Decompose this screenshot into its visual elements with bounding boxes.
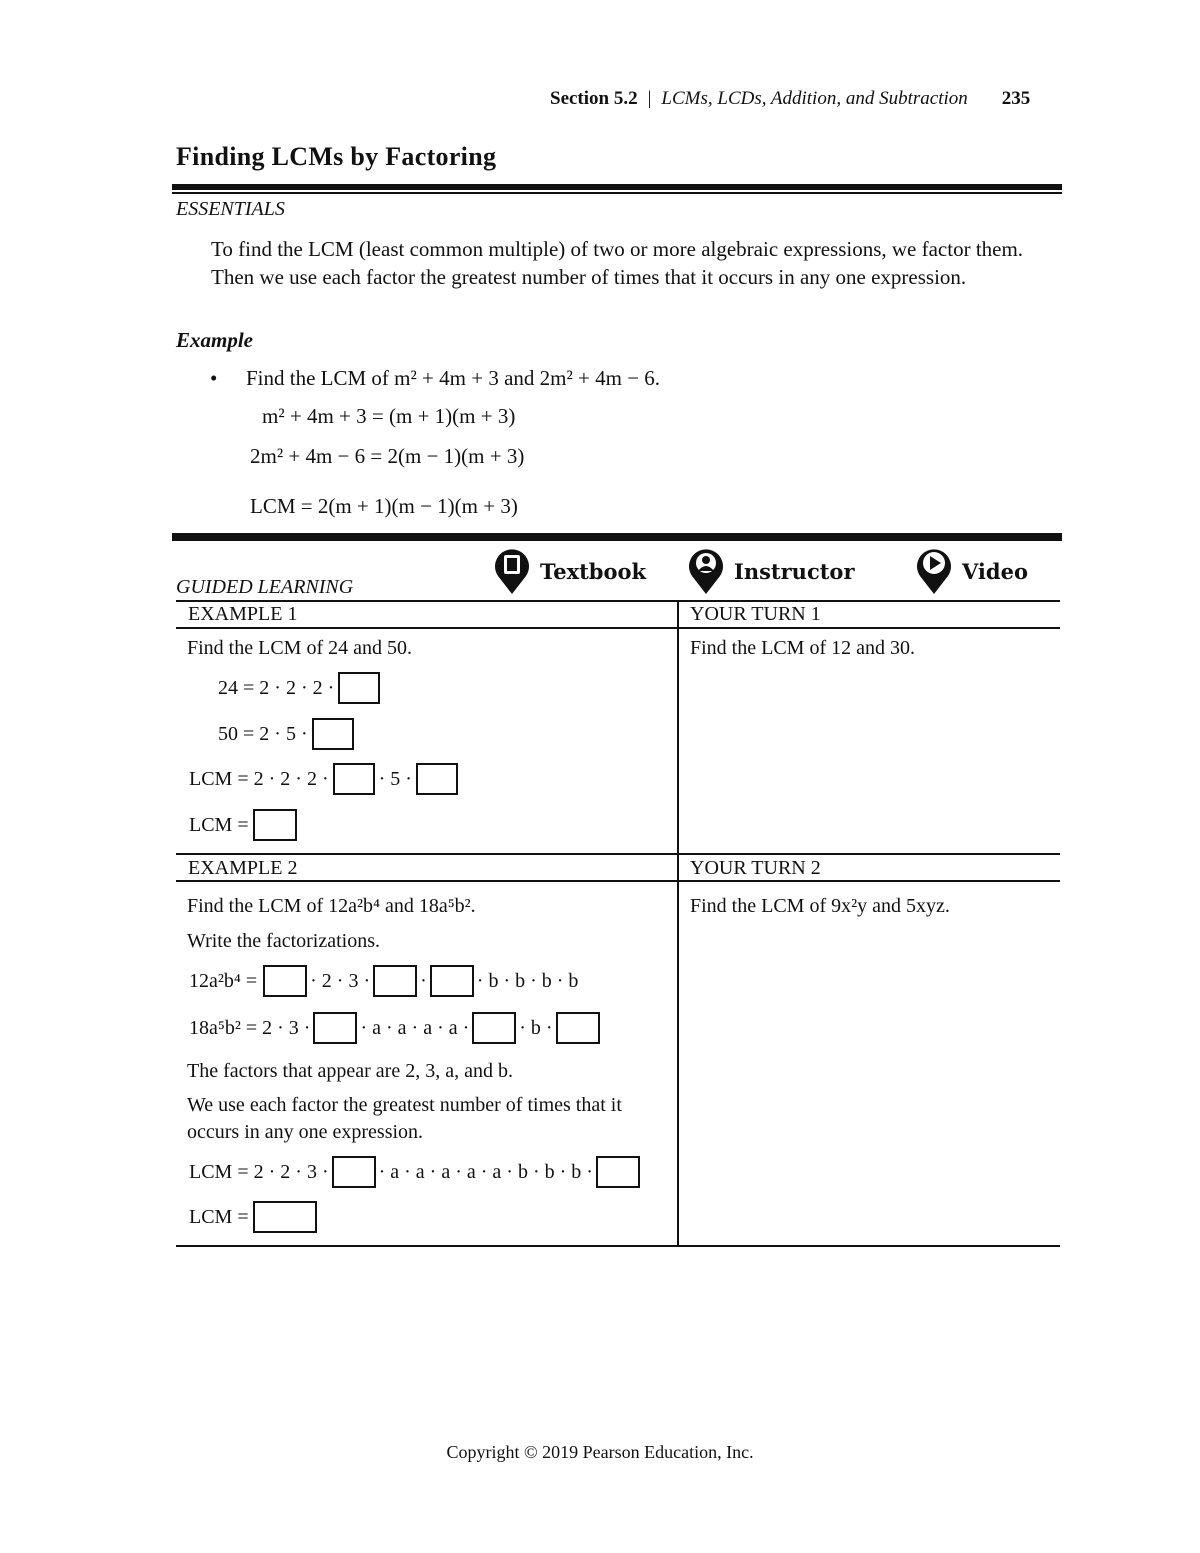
example-2-write: Write the factorizations. — [187, 930, 380, 952]
example-2-factorization-2 — [189, 1012, 600, 1044]
your-turn-1-head: YOUR TURN 1 — [690, 603, 821, 625]
factorization-1-mid: · 2 · 3 · — [310, 969, 371, 992]
answer-box[interactable] — [430, 965, 474, 997]
factorization-1-lhs: 12a²b⁴ = — [189, 969, 258, 992]
example-label: Example — [176, 328, 253, 352]
table-rule-3 — [176, 853, 1060, 855]
example-prompt — [246, 366, 660, 391]
title-rule — [172, 184, 1062, 190]
example-2-factorization-1 — [189, 965, 578, 997]
table-rule-1 — [176, 600, 1060, 602]
example-1-prompt: Find the LCM of 24 and 50. — [187, 637, 412, 659]
instructor-resource[interactable] — [686, 546, 855, 596]
example-2-lcm-final-text: LCM = — [189, 1205, 249, 1228]
answer-box[interactable] — [556, 1012, 600, 1044]
factorization-2-tail: · b · — [519, 1016, 553, 1039]
answer-box[interactable] — [253, 809, 297, 841]
example-1-line-24-text: 24 = 2 · 2 · 2 · — [218, 676, 335, 699]
essentials-text: To find the LCM (least common multiple) of two or more algebraic expressions, we factor them. Then we use each factor the greatest number of times that it occurs in any one expression. — [211, 237, 1024, 289]
example-1-line-24 — [218, 672, 380, 704]
guided-top-rule — [172, 533, 1062, 541]
example-lcm-line: LCM = 2(m + 1)(m − 1)(m + 3) — [250, 494, 518, 518]
page-number: 235 — [1001, 88, 1031, 109]
video-resource[interactable] — [914, 546, 1028, 596]
answer-box[interactable] — [333, 763, 375, 795]
textbook-label: Textbook — [540, 558, 647, 584]
example-2-lcm-line — [189, 1156, 640, 1188]
header-separator: | — [647, 88, 652, 109]
video-label: Video — [962, 558, 1028, 584]
example-find-prefix: Find the LCM of — [246, 366, 389, 390]
table-divider — [677, 600, 679, 1247]
example-2-prompt: Find the LCM of 12a²b⁴ and 18a⁵b². — [187, 895, 476, 917]
video-icon — [914, 546, 954, 596]
factorization-2-mid: · a · a · a · a · — [360, 1016, 470, 1039]
example-and: and — [504, 366, 535, 390]
example-factor-line-2: 2m² + 4m − 6 = 2(m − 1)(m + 3) — [250, 444, 525, 468]
example-1-lcm-final-text: LCM = — [189, 813, 249, 836]
example-1-lcm-final — [189, 809, 297, 841]
example-2-factors: The factors that appear are 2, 3, a, and b. — [187, 1060, 513, 1082]
table-rule-2 — [176, 627, 1060, 629]
example-2-greatest: We use each factor the greatest number of times that it occurs in any one expression. — [187, 1094, 622, 1143]
instructor-label: Instructor — [734, 558, 855, 584]
essentials-label: ESSENTIALS — [176, 198, 285, 220]
example-2-lcm-final — [189, 1201, 317, 1233]
factorization-2-lhs: 18a⁵b² = 2 · 3 · — [189, 1016, 311, 1039]
example-2-lcm-text-a: LCM = 2 · 2 · 3 · — [189, 1160, 329, 1183]
table-rule-4 — [176, 880, 1060, 882]
your-turn-2-prompt: Find the LCM of 9x²y and 5xyz. — [690, 895, 950, 917]
example-expression-2: 2m² + 4m − 6. — [539, 366, 661, 390]
copyright-footer: Copyright © 2019 Pearson Education, Inc. — [446, 1442, 754, 1462]
factorization-1-dot: · — [420, 969, 427, 992]
instructor-icon — [686, 546, 726, 596]
answer-box[interactable] — [312, 718, 354, 750]
title-rule-thin — [172, 192, 1062, 194]
example-1-line-50-text: 50 = 2 · 5 · — [218, 722, 308, 745]
answer-box[interactable] — [332, 1156, 376, 1188]
bullet: • — [210, 366, 218, 390]
answer-box[interactable] — [263, 965, 307, 997]
example-1-lcm-text-b: · 5 · — [378, 767, 412, 790]
answer-box[interactable] — [313, 1012, 357, 1044]
guided-learning-label: GUIDED LEARNING — [176, 576, 354, 598]
your-turn-1-prompt: Find the LCM of 12 and 30. — [690, 637, 915, 659]
example-1-lcm-line — [189, 763, 458, 795]
page-title: Finding LCMs by Factoring — [176, 142, 497, 171]
table-rule-bottom — [176, 1245, 1060, 1247]
example-2-head: EXAMPLE 2 — [188, 857, 298, 879]
example-1-head: EXAMPLE 1 — [188, 603, 298, 625]
answer-box[interactable] — [253, 1201, 317, 1233]
answer-box[interactable] — [373, 965, 417, 997]
example-2-lcm-text-b: · a · a · a · a · a · b · b · b · — [378, 1160, 593, 1183]
section-number: Section 5.2 — [550, 88, 638, 109]
example-1-line-50 — [218, 718, 354, 750]
answer-box[interactable] — [596, 1156, 640, 1188]
section-topic: LCMs, LCDs, Addition, and Subtraction — [661, 88, 968, 109]
example-expression-1: m² + 4m + 3 — [394, 366, 499, 390]
textbook-icon — [492, 546, 532, 596]
answer-box[interactable] — [472, 1012, 516, 1044]
running-header — [550, 88, 1030, 110]
textbook-resource[interactable] — [492, 546, 646, 596]
answer-box[interactable] — [416, 763, 458, 795]
example-1-lcm-text-a: LCM = 2 · 2 · 2 · — [189, 767, 329, 790]
answer-box[interactable] — [338, 672, 380, 704]
your-turn-2-head: YOUR TURN 2 — [690, 857, 821, 879]
example-factor-line-1: m² + 4m + 3 = (m + 1)(m + 3) — [262, 404, 516, 428]
factorization-1-tail: · b · b · b · b — [476, 969, 579, 992]
